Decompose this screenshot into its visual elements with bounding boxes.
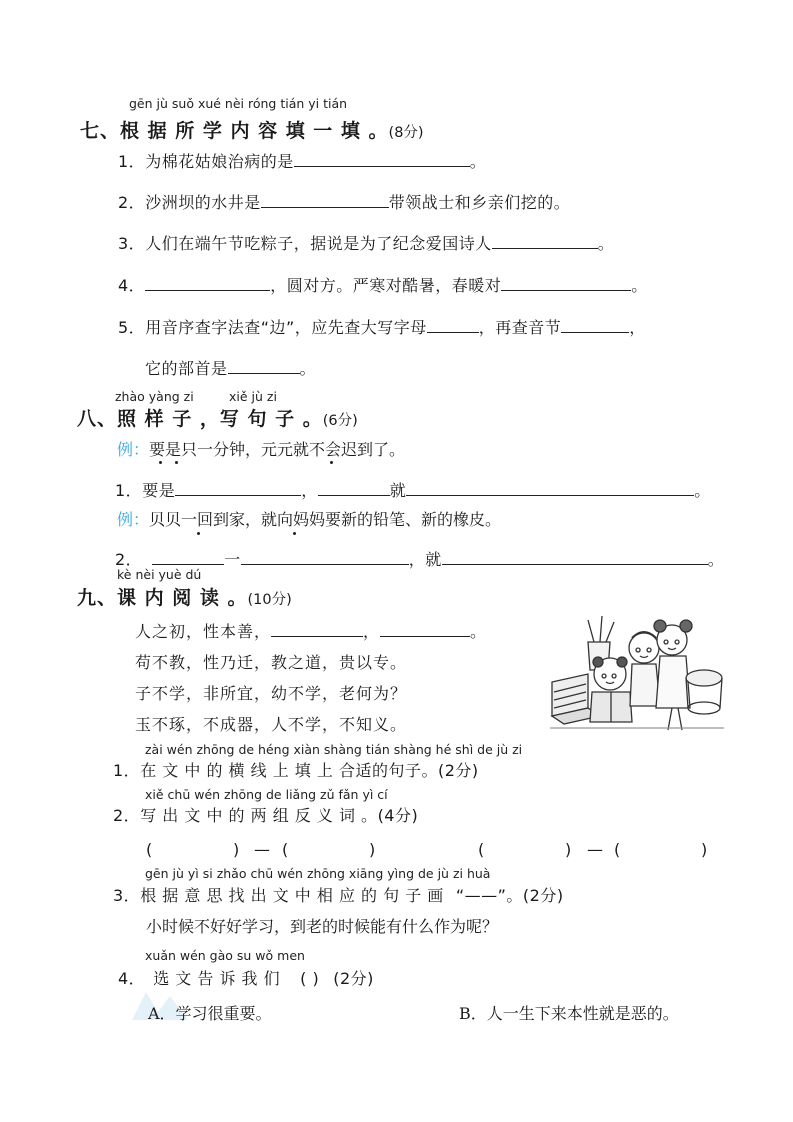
sec9-heading bbox=[77, 583, 292, 610]
option-a[interactable]: A．学习很重要。 bbox=[148, 1004, 272, 1023]
antonym-paren-open: ( bbox=[146, 840, 153, 859]
answer-blank[interactable] bbox=[380, 619, 470, 637]
q-text: 一 bbox=[224, 550, 241, 569]
sec7-q5-line2 bbox=[145, 356, 316, 379]
answer-blank[interactable] bbox=[318, 478, 390, 496]
q-text: 它的部首是 bbox=[145, 359, 228, 378]
sec7-q3 bbox=[118, 231, 614, 254]
q-text: 用音序查字法查“边”，应先查大写字母 bbox=[145, 318, 427, 337]
sec7-q1 bbox=[118, 149, 486, 172]
sec8-score: (6分) bbox=[322, 413, 358, 429]
poem-line-3: 子不学，非所宜，幼不学，老何为？ bbox=[135, 684, 408, 703]
q-score: (2分) bbox=[437, 761, 479, 780]
antonym-dash: — bbox=[254, 840, 271, 859]
antonym-paren-open: ( bbox=[614, 840, 621, 859]
answer-blank[interactable] bbox=[501, 273, 631, 291]
q-text: 沙洲坝的水井是 bbox=[145, 193, 261, 212]
poem-text: ， bbox=[363, 622, 381, 641]
emphasis-dot bbox=[159, 461, 162, 464]
answer-blank[interactable] bbox=[241, 547, 409, 565]
q-number: 2． bbox=[118, 193, 146, 212]
answer-blank[interactable] bbox=[492, 231, 598, 249]
q-text: 选 文 告 诉 我 们 bbox=[153, 969, 281, 988]
q-text: 根 据 意 思 找 出 文 中 相 应 的 句 子 画 bbox=[140, 886, 444, 905]
poem-line-1 bbox=[135, 619, 487, 642]
sec9-q2-pinyin: xiě chū wén zhōng de liǎng zǔ fǎn yì cí bbox=[145, 787, 388, 802]
q-number: 4． bbox=[118, 969, 146, 988]
sec9-q3 bbox=[113, 883, 564, 906]
example-text: 贝贝一回到家，就向妈妈要新的铅笔、新的橡皮。 bbox=[149, 510, 502, 529]
answer-blank[interactable] bbox=[294, 149, 470, 167]
q-text: ， bbox=[629, 318, 646, 337]
antonym-paren-open: ( bbox=[478, 840, 485, 859]
sec8-example-2 bbox=[117, 507, 501, 530]
q-text: 写 出 文 中 的 两 组 反 义 词 。 bbox=[140, 806, 378, 825]
answer-blank[interactable] bbox=[271, 619, 363, 637]
answer-blank[interactable] bbox=[561, 315, 629, 333]
q-number: 2． bbox=[115, 550, 143, 569]
answer-blank[interactable] bbox=[145, 273, 270, 291]
example-text: 要是只一分钟，元元就不会迟到了。 bbox=[149, 440, 406, 459]
antonym-paren-close: ) bbox=[565, 840, 572, 859]
emphasis-dot bbox=[197, 532, 200, 535]
sec8-heading bbox=[77, 404, 358, 431]
answer-blank[interactable] bbox=[152, 547, 224, 565]
answer-blank[interactable] bbox=[427, 315, 479, 333]
poem-line-4: 玉不琢，不成器，人不学，不知义。 bbox=[135, 715, 408, 734]
q-text: 带领战士和乡亲们挖的。 bbox=[388, 193, 571, 212]
sec9-title: 九、课 内 阅 读 。 bbox=[77, 587, 248, 609]
q-text: 要是 bbox=[142, 481, 176, 500]
sec9-q3-pinyin: gēn jù yì si zhǎo chū wén zhōng xiāng yìng de jù zi huà bbox=[145, 866, 491, 881]
sec7-q2 bbox=[118, 190, 570, 213]
sec7-pinyin: gēn jù suǒ xué nèi róng tián yi tián bbox=[129, 96, 348, 111]
q-text: 。 bbox=[469, 152, 487, 171]
answer-paren[interactable]: ( ) bbox=[300, 969, 320, 988]
q-number: 1． bbox=[113, 761, 141, 780]
q-number: 3． bbox=[113, 886, 141, 905]
answer-blank[interactable] bbox=[261, 190, 389, 208]
answer-blank[interactable] bbox=[406, 478, 694, 496]
q-text: 人们在端午节吃粽子，据说是为了纪念爱国诗人 bbox=[145, 234, 492, 253]
q-text: ，再查音节 bbox=[478, 318, 562, 337]
antonym-paren-close: ) bbox=[369, 840, 376, 859]
sec8-pinyin-1: zhào yàng zi bbox=[115, 389, 194, 404]
emphasis-dot bbox=[175, 461, 178, 464]
q-score: 。(2分) bbox=[506, 886, 564, 905]
sec9-q4-pinyin: xuǎn wén gào su wǒ men bbox=[145, 948, 305, 963]
q-number: 1． bbox=[118, 152, 146, 171]
q-number: 5． bbox=[118, 318, 146, 337]
answer-blank[interactable] bbox=[228, 356, 300, 374]
q-number: 3． bbox=[118, 234, 146, 253]
sec7-q4 bbox=[118, 273, 648, 296]
sec8-example-1 bbox=[117, 437, 405, 460]
q-text: 。 bbox=[299, 359, 317, 378]
q-text: ，就 bbox=[408, 550, 442, 569]
sec8-q2 bbox=[115, 547, 724, 570]
example-label: 例： bbox=[117, 440, 150, 459]
sec8-title: 八、照 样 子 ，写 句 子 。 bbox=[77, 408, 323, 430]
q-text: 。 bbox=[707, 550, 725, 569]
q-text: ，圆对方。严寒对酷暑，春暖对 bbox=[270, 276, 502, 295]
sec8-pinyin-2: xiě jù zi bbox=[229, 389, 277, 404]
q-text: 在 文 中 的 横 线 上 填 上 合适的句子。 bbox=[140, 761, 438, 780]
sec7-q5 bbox=[118, 315, 646, 338]
poem-text: 。 bbox=[470, 622, 488, 641]
sec9-q1 bbox=[113, 758, 479, 781]
underline-mark: “——” bbox=[455, 886, 507, 905]
poem-text: 人之初，性本善， bbox=[135, 622, 272, 641]
q-text: 。 bbox=[694, 481, 711, 500]
q-text: 。 bbox=[597, 234, 615, 253]
q-text: 为棉花姑娘治病的是 bbox=[145, 152, 294, 171]
antonym-dash: — bbox=[587, 840, 604, 859]
sec9-score: (10分) bbox=[247, 592, 292, 608]
q-score: (4分) bbox=[377, 806, 419, 825]
q-text: 就 bbox=[389, 481, 407, 500]
sec9-q3-sentence: 小时候不好好学习，到老的时候能有什么作为呢？ bbox=[146, 917, 499, 936]
answer-blank[interactable] bbox=[175, 478, 301, 496]
q-number: 2． bbox=[113, 806, 141, 825]
antonym-paren-open: ( bbox=[282, 840, 289, 859]
sec8-q1 bbox=[115, 478, 711, 501]
answer-blank[interactable] bbox=[442, 547, 708, 565]
emphasis-dot bbox=[330, 461, 333, 464]
q-number: 4． bbox=[118, 276, 146, 295]
example-label: 例： bbox=[117, 510, 150, 529]
children-reading-illustration bbox=[548, 612, 726, 738]
sec9-q1-pinyin: zài wén zhōng de héng xiàn shàng tián shàng hé shì de jù zi bbox=[145, 742, 523, 757]
sec7-heading bbox=[80, 116, 424, 143]
sec9-q2 bbox=[113, 803, 418, 826]
option-b[interactable]: B．人一生下来本性就是恶的。 bbox=[459, 1004, 679, 1023]
q-score: (2分) bbox=[333, 969, 374, 988]
q-number: 1． bbox=[115, 481, 143, 500]
emphasis-dot bbox=[293, 532, 296, 535]
sec9-pinyin: kè nèi yuè dú bbox=[117, 567, 202, 582]
sec7-score: (8分) bbox=[388, 125, 424, 141]
sec7-title: 七、根 据 所 学 内 容 填 一 填 。 bbox=[80, 120, 389, 142]
antonym-paren-close: ) bbox=[701, 840, 708, 859]
q-text: 。 bbox=[631, 276, 648, 295]
poem-line-2: 苟不教，性乃迁，教之道，贵以专。 bbox=[135, 653, 408, 672]
q-text: ， bbox=[301, 481, 318, 500]
antonym-paren-close: ) bbox=[233, 840, 240, 859]
